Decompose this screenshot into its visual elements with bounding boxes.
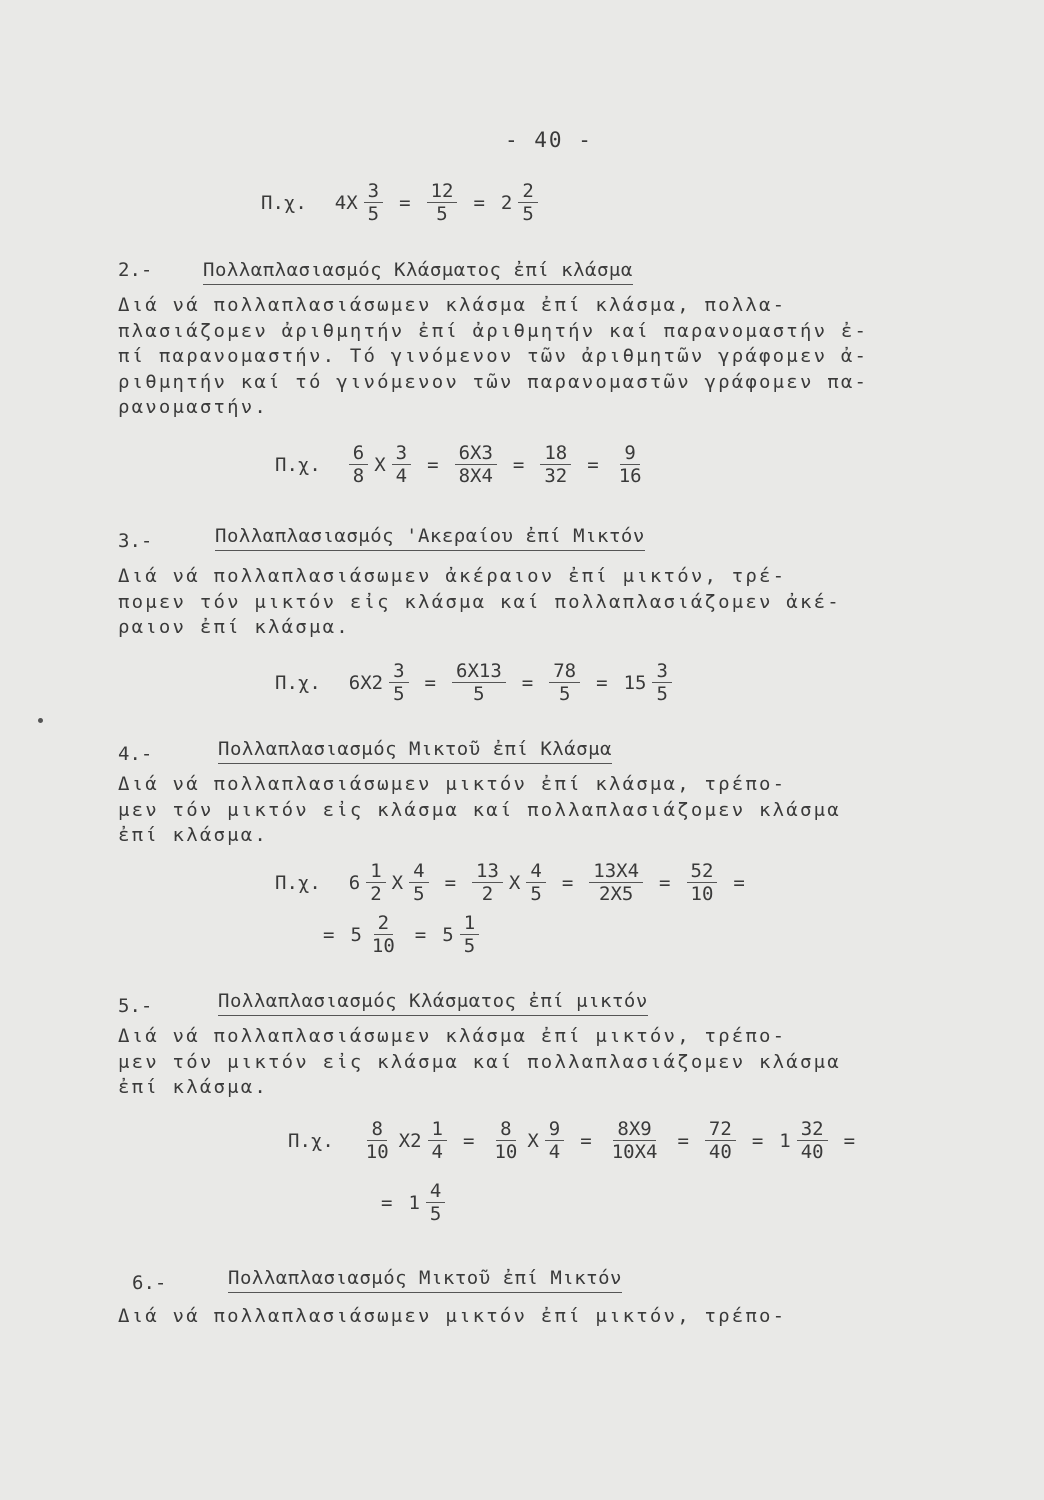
math-term: X (391, 871, 404, 894)
section-number: 4.- (118, 743, 153, 765)
paragraph-line: Διά νά πολλαπλασιάσωμεν μικτόν ἐπί κλάσμα, τρέπο- (118, 773, 787, 795)
page-number: - 40 - (505, 128, 593, 152)
equals-sign: = (381, 1191, 393, 1214)
numerator: 3 (364, 180, 383, 203)
equals-sign: = (473, 191, 485, 214)
fraction (389, 660, 408, 705)
denominator: 10 (494, 1141, 518, 1163)
equals-sign: = (512, 453, 525, 476)
denominator: 10 (365, 1141, 389, 1163)
equals-sign: = (444, 871, 457, 894)
numerator: 72 (705, 1118, 736, 1141)
math-term: X (374, 453, 386, 476)
section-heading: Πολλαπλασιασμός Μικτοῦ ἐπί Κλάσμα (218, 738, 612, 764)
math-term: 4X (334, 191, 358, 214)
paragraph-line: ρανομαστήν. (118, 396, 269, 418)
numerator: 9 (620, 442, 639, 465)
fraction (687, 860, 718, 905)
paragraph-line: Διά νά πολλαπλασιάσωμεν ἀκέραιον ἐπί μικτόν, τρέ- (118, 565, 787, 587)
example-label: Π.χ. (275, 871, 321, 894)
section-paragraph (118, 1304, 786, 1330)
section-paragraph (118, 1024, 841, 1101)
denominator: 5 (429, 1203, 442, 1225)
numerator: 4 (526, 860, 545, 883)
section-number: 2.- (118, 259, 153, 281)
numerator: 9 (545, 1118, 564, 1141)
denominator: 5 (413, 883, 425, 905)
paragraph-line: ἐπί κλάσμα. (118, 824, 269, 846)
math-example (368, 1180, 448, 1225)
denominator: 2 (481, 883, 494, 905)
fraction (368, 912, 399, 957)
section-paragraph (118, 293, 868, 421)
math-term: 6X2 (348, 671, 384, 694)
numerator: 8 (496, 1118, 515, 1141)
denominator: 40 (708, 1141, 732, 1163)
fraction (545, 1118, 564, 1163)
numerator: 1 (428, 1118, 447, 1141)
section-number: 6.- (132, 1272, 167, 1294)
fraction (589, 860, 643, 905)
denominator: 8 (352, 465, 365, 487)
math-example (285, 1118, 868, 1163)
fraction (364, 180, 383, 225)
fraction (549, 660, 580, 705)
denominator: 5 (436, 203, 448, 225)
numerator: 2 (374, 912, 393, 935)
denominator: 5 (463, 935, 476, 957)
equals-sign: = (751, 1129, 764, 1152)
numerator: 12 (427, 180, 458, 203)
stray-mark (38, 718, 43, 723)
denominator: 4 (395, 465, 408, 487)
equals-sign: = (587, 453, 599, 476)
math-term: X2 (398, 1129, 422, 1152)
denominator: 10X4 (611, 1141, 658, 1163)
paragraph-line: Διά νά πολλαπλασιάσωμεν κλάσμα ἐπί κλάσμα, πολλα- (118, 294, 787, 316)
example-label: Π.χ. (275, 453, 321, 476)
equals-sign: = (677, 1129, 689, 1152)
fraction (428, 1118, 447, 1163)
math-term: 6 (348, 871, 361, 894)
paragraph-line: μεν τόν μικτόν εἰς κλάσμα καί πολλαπλασιάζομεν κλάσμα (118, 1050, 841, 1073)
paragraph-line: Διά νά πολλαπλασιάσωμεν μικτόν ἐπί μικτόν, τρέπο- (118, 1305, 787, 1327)
numerator: 52 (687, 860, 718, 883)
equals-sign: = (561, 871, 574, 894)
numerator: 13X4 (589, 860, 643, 883)
fraction (526, 860, 545, 905)
equals-sign: = (659, 871, 671, 894)
fraction (615, 442, 646, 487)
equals-sign: = (733, 871, 745, 894)
paragraph-line: Διά νά πολλαπλασιάσωμεν κλάσμα ἐπί μικτόν, τρέπο- (118, 1025, 787, 1047)
paragraph-line: πί παρανομαστήν. Τό γινόμενον τῶν ἀριθμητῶν γράφομεν ἀ- (118, 345, 869, 367)
denominator: 5 (393, 683, 405, 705)
math-term: 5 (350, 923, 362, 946)
section-heading: Πολλαπλασιασμός Μικτοῦ ἐπί Μικτόν (228, 1267, 622, 1293)
math-example (272, 442, 649, 487)
denominator: 5 (367, 203, 380, 225)
example-label: Π.χ. (261, 191, 307, 214)
paragraph-line: ριθμητήν καί τό γινόμενον τῶν παρανομαστῶν γράφομεν πα- (118, 370, 869, 393)
fraction (392, 442, 411, 487)
section-heading: Πολλαπλασιασμός 'Ακεραίου ἐπί Μικτόν (215, 525, 645, 551)
numerator: 3 (392, 442, 411, 465)
fraction (349, 442, 368, 487)
numerator: 6 (349, 442, 368, 465)
numerator: 1 (366, 860, 385, 883)
denominator: 5 (522, 203, 534, 225)
denominator: 8X4 (458, 465, 493, 487)
fraction (797, 1118, 828, 1163)
equals-sign: = (427, 453, 439, 476)
section-heading: Πολλαπλασιασμός Κλάσματος ἐπί μικτόν (218, 990, 648, 1016)
equals-sign: = (521, 671, 534, 694)
equals-sign: = (843, 1129, 856, 1152)
numerator: 8X9 (613, 1118, 655, 1141)
denominator: 16 (618, 465, 642, 487)
fraction (409, 860, 428, 905)
fraction (652, 660, 671, 705)
numerator: 8 (367, 1118, 386, 1141)
section-paragraph (118, 772, 841, 849)
numerator: 18 (540, 442, 571, 465)
denominator: 4 (548, 1141, 561, 1163)
fraction (455, 442, 497, 487)
fraction (460, 912, 479, 957)
fraction (426, 1180, 445, 1225)
denominator: 4 (431, 1141, 443, 1163)
numerator: 4 (409, 860, 428, 883)
equals-sign: = (424, 671, 436, 694)
fraction (366, 860, 385, 905)
math-term: X (508, 871, 521, 894)
numerator: 3 (652, 660, 671, 683)
intro-example (258, 180, 541, 225)
fraction (705, 1118, 736, 1163)
math-term: X (527, 1129, 539, 1152)
paragraph-line: ραιον ἐπί κλάσμα. (118, 616, 350, 638)
section-paragraph (118, 564, 841, 641)
paragraph-line: πλασιάζομεν ἀριθμητήν ἐπί ἀριθμητήν καί παρανομαστήν ἐ- (118, 319, 869, 342)
numerator: 13 (472, 860, 503, 883)
fraction (518, 180, 537, 225)
math-term: 1 (779, 1129, 791, 1152)
math-term: 15 (623, 671, 647, 694)
numerator: 6X13 (452, 660, 506, 683)
fraction (472, 860, 503, 905)
equals-sign: = (580, 1129, 592, 1152)
denominator: 32 (544, 465, 568, 487)
denominator: 5 (656, 683, 668, 705)
numerator: 32 (797, 1118, 828, 1141)
math-example (272, 660, 675, 705)
numerator: 3 (389, 660, 408, 683)
fraction (427, 180, 458, 225)
equals-sign: = (596, 671, 608, 694)
section-number: 3.- (118, 530, 153, 552)
denominator: 5 (558, 683, 571, 705)
paragraph-line: πομεν τόν μικτόν εἰς κλάσμα καί πολλαπλασιάζομεν ἀκέ- (118, 590, 841, 613)
math-term: 5 (442, 923, 454, 946)
fraction (540, 442, 571, 487)
paragraph-line: ἐπί κλάσμα. (118, 1076, 269, 1098)
denominator: 40 (800, 1141, 824, 1163)
numerator: 6X3 (455, 442, 497, 465)
denominator: 5 (473, 683, 485, 705)
denominator: 2 (370, 883, 382, 905)
equals-sign: = (414, 923, 427, 946)
paragraph-line: μεν τόν μικτόν εἰς κλάσμα καί πολλαπλασιάζομεν κλάσμα (118, 798, 841, 821)
denominator: 5 (530, 883, 542, 905)
math-term: 2 (500, 191, 513, 214)
denominator: 10 (371, 935, 395, 957)
numerator: 2 (518, 180, 537, 203)
fraction (452, 660, 506, 705)
example-label: Π.χ. (275, 671, 321, 694)
fraction (490, 1118, 521, 1163)
math-example (310, 912, 482, 957)
numerator: 4 (426, 1180, 445, 1203)
equals-sign: = (463, 1129, 475, 1152)
section-heading: Πολλαπλασιασμός Κλάσματος ἐπί κλάσμα (203, 259, 633, 285)
example-label: Π.χ. (288, 1129, 334, 1152)
equals-sign: = (399, 191, 411, 214)
math-example (272, 860, 758, 905)
math-term: 1 (408, 1191, 420, 1214)
equals-sign: = (323, 923, 335, 946)
numerator: 1 (460, 912, 479, 935)
numerator: 78 (549, 660, 580, 683)
denominator: 2X5 (599, 883, 634, 905)
denominator: 10 (690, 883, 714, 905)
fraction (608, 1118, 662, 1163)
section-number: 5.- (118, 995, 153, 1017)
fraction (362, 1118, 393, 1163)
